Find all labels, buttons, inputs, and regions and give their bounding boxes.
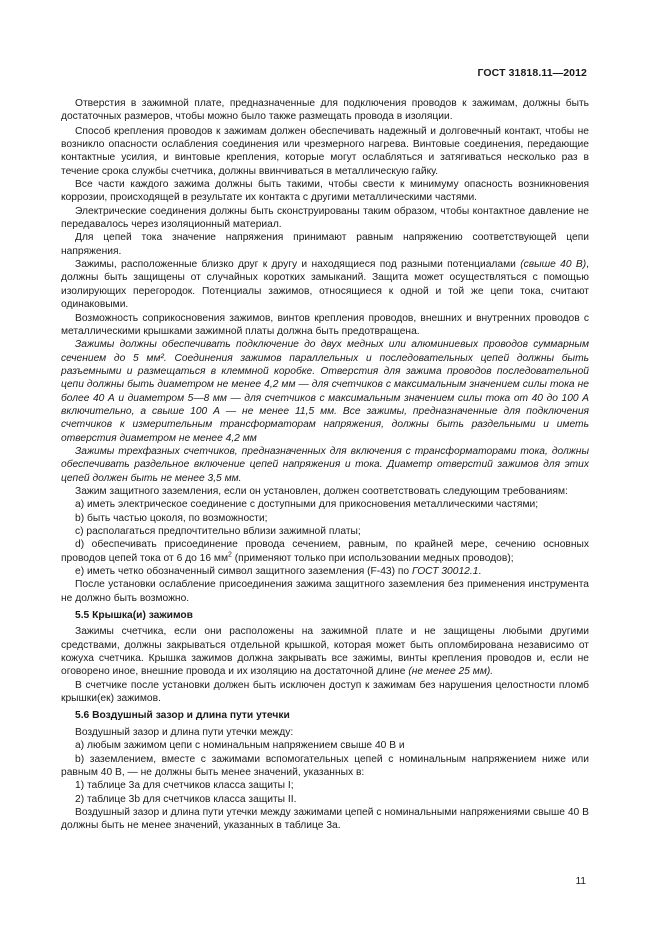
paragraph-italic: Зажимы трехфазных счетчиков, предназначенных для включения с трансформаторами тока, должны обеспечивать раздельное включение цепей напряжения и тока. Диаметр отверстий зажимов для этих цепей должен быть не менее 3,5 мм. — [61, 445, 589, 484]
text-run: Зажимы счетчика, если они расположены на зажимной плате и не защищены любыми другими средствами, должны закрываться отдельной крышкой, которая может быть опломбирована независимо от кожуха счетчика. Крышка зажимов должна закрывать все зажимы, винты крепления проводов и, если не оговорено иное, внешние провода и их изоляцию на достаточной длине — [61, 626, 589, 678]
text-run: e) иметь четко обозначенный символ защитного заземления (F-43) по — [75, 566, 412, 578]
paragraph: После установки ослабление присоединения зажима защитного заземления без применения инструмента не должно быть возможно. — [61, 579, 589, 604]
text-run-italic: (не менее 25 мм). — [408, 666, 494, 678]
text-run-italic: (свыше 40 В) — [520, 259, 587, 271]
list-item: c) располагаться предпочтительно вблизи зажимной платы; — [75, 526, 361, 537]
text-run: (применяют только при использовании медных проводов); — [231, 552, 514, 564]
paragraph: Способ крепления проводов к зажимам должен обеспечивать надежный и долговечный контакт, чтобы не возникло опасности ослабления соединения или чрезмерного нагрева. Винтовые соединения, передающие контактные усилия, и винтовые крепления, которые могут ослабляться и затягиваться несколько раз в течение срока службы счетчика, должны ввинчиваться в металлическую гайку. — [61, 125, 589, 177]
standard-reference: ГОСТ 30012.1 — [411, 566, 479, 578]
list-item — [61, 565, 589, 578]
paragraph-italic: Зажимы должны обеспечивать подключение до двух медных или алюминиевых проводов суммарным сечением до 5 мм². Соединения зажимов параллельных и последовательных цепей должны быть разъемными и размещаться в клеммной коробке. Отверстия для зажима проводов последовательной цепи должны быть диаметром не менее 4,2 мм — для счетчиков с максимальным значением силы тока не более 40 А и диаметром 5—8 мм — для счетчиков с максимальным значением силы тока от 40 до 100 А включительно, а свыше 100 А — не менее 11,5 мм. Все зажимы, предназначенные для подключения счетчиков к измерительным трансформаторам напряжения, должны быть раздельными и иметь отверстия диаметром не менее 4,2 мм — [61, 339, 589, 444]
text-run: d) обеспечивать присоединение провода сечением, равным, по крайней мере, сечению основных проводов цепей тока от 6 до 16 мм — [61, 539, 589, 564]
paragraph — [61, 625, 589, 678]
paragraph: Электрические соединения должны быть сконструированы таким образом, чтобы контактное давление не передавалось через изоляционный материал. — [61, 205, 589, 231]
section-heading: 5.5 Крышка(и) зажимов — [75, 610, 193, 622]
list-item: b) быть частью цоколя, по возможности; — [75, 512, 268, 524]
text-run: . — [478, 566, 482, 578]
superscript: 2 — [228, 551, 232, 559]
page-body — [61, 97, 589, 833]
page-number: 11 — [575, 876, 586, 887]
list-item: 1) таблице 3а для счетчиков класса защиты I; — [75, 780, 294, 792]
section-heading: 5.6 Воздушный зазор и длина пути утечки — [75, 710, 290, 722]
text-run: , должны быть защищены от случайных коротких замыканий. Защита может осуществляться с помощью изолирующих перегородок. Потенциалы зажимов, относящиеся к одной и той же цепи тока, считают одинаковыми. — [61, 259, 589, 311]
paragraph: Отверстия в зажимной плате, предназначенные для подключения проводов к зажимам, должны быть достаточных размеров, чтобы можно было также размещать провода в изоляции. — [61, 98, 589, 123]
paragraph: Для цепей тока значение напряжения принимают равным напряжению соответствующей цепи напряжения. — [61, 232, 589, 257]
paragraph: В счетчике после установки должен быть исключен доступ к зажимам без нарушения целостности пломб крышки(ек) зажимов. — [61, 679, 589, 705]
list-item — [61, 538, 589, 565]
list-item: 2) таблице 3b для счетчиков класса защиты II. — [75, 793, 297, 805]
list-item: а) любым зажимом цепи с номинальным напряжением свыше 40 В и — [75, 740, 405, 752]
paragraph — [61, 258, 589, 311]
paragraph: Все части каждого зажима должны быть такими, чтобы свести к минимуму опасность возникновения коррозии, происходящей в результате их контакта с другими металлическими частями. — [61, 179, 589, 204]
paragraph: Зажим защитного заземления, если он установлен, должен соответствовать следующим требованиям: — [75, 485, 568, 497]
document-header: ГОСТ 31818.11—2012 — [477, 67, 587, 79]
list-item: a) иметь электрическое соединение с доступными для прикосновения металлическими частями; — [75, 499, 539, 511]
text-run: Зажимы, расположенные близко друг к другу и находящиеся под разными потенциалами — [75, 259, 516, 271]
paragraph: Воздушный зазор и длина пути утечки между: — [75, 726, 294, 738]
paragraph: Возможность соприкосновения зажимов, винтов крепления проводов, внешних и внутренних проводов с металлическими крышками зажимной платы должна быть предотвращена. — [61, 312, 589, 337]
list-item: b) заземлением, вместе с зажимами вспомогательных цепей с номинальным напряжением ниже или равным 40 В, — не должны быть менее значений, указанных в: — [61, 753, 589, 778]
paragraph: Воздушный зазор и длина пути утечки между зажимами цепей с номинальными напряжениями свыше 40 В должны быть не менее значений, указанных в таблице 3а. — [61, 806, 589, 832]
